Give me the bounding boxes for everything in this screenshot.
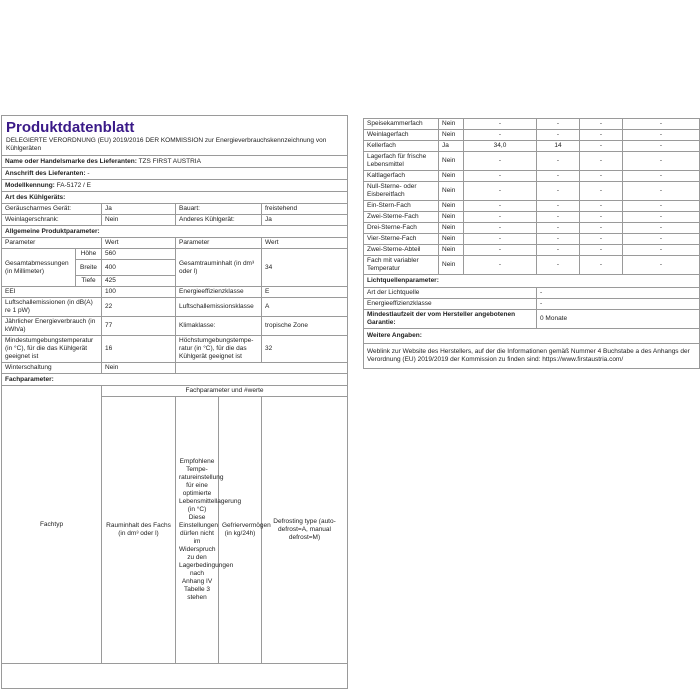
compartment-temp: - [537, 119, 580, 130]
compartment-defrost: - [623, 256, 700, 275]
compartment-temp: - [537, 171, 580, 182]
compartment-defrost: - [623, 245, 700, 256]
fach-heading: Fachparameter: [2, 374, 348, 386]
compartment-present: Nein [439, 152, 464, 171]
compartment-defrost: - [623, 234, 700, 245]
type-key-0b: Bauart: [176, 204, 262, 215]
supplier-row [2, 156, 348, 168]
param-row-0 [2, 287, 348, 298]
compartment-present: Nein [439, 256, 464, 275]
compartment-row [364, 201, 700, 212]
compartment-volume: - [464, 212, 537, 223]
compartment-name: Ein-Stern-Fach [364, 201, 439, 212]
compartment-row [364, 141, 700, 152]
fach-col-freeze: Gefriervermögen (in kg/24h) [219, 397, 262, 664]
param-w1-0: 100 [102, 287, 176, 298]
compartment-volume: - [464, 182, 537, 201]
compartment-volume: - [464, 171, 537, 182]
compartment-row [364, 182, 700, 201]
volume-label: Gesamtrauminhalt (in dm³ oder l) [176, 249, 262, 287]
compartment-name: Weinlagerfach [364, 130, 439, 141]
more-row [364, 344, 700, 369]
fach-heading-row [2, 374, 348, 386]
light-row-0 [364, 288, 700, 299]
type-key-0a: Geräuscharmes Gerät: [2, 204, 102, 215]
dims-value-2: 425 [102, 276, 176, 287]
winter-value: Nein [102, 363, 176, 374]
compartment-volume: - [464, 119, 537, 130]
model-value: FA-5172 / E [56, 181, 91, 189]
param-p1-0: EEI [2, 287, 102, 298]
type-row-1 [2, 215, 348, 226]
param-w1-2: 77 [102, 317, 176, 336]
compartment-freeze: - [580, 212, 623, 223]
type-val-0a: Ja [102, 204, 176, 215]
compartment-name: Zwei-Sterne-Fach [364, 212, 439, 223]
type-heading: Art des Kühlgeräts: [2, 192, 348, 204]
winter-label: Winterschaltung [2, 363, 102, 374]
supplier-label: Name oder Handelsmarke des Lieferanten: [5, 157, 137, 165]
compartment-temp: - [537, 201, 580, 212]
param-p2-3: Höchstumgebungstemperatur (in °C), für die das Kühlgerät geeignet ist [176, 336, 262, 363]
compartment-defrost: - [623, 119, 700, 130]
param-w1-1: 22 [102, 298, 176, 317]
right-sheet [363, 118, 699, 369]
dims-value-1: 400 [102, 260, 176, 276]
param-p1-2: Jährlicher Energieverbrauch (in kWh/a) [2, 317, 102, 336]
left-table [1, 155, 348, 386]
compartment-defrost: - [623, 141, 700, 152]
light-value-1: - [537, 299, 700, 310]
address-label: Anschrift des Lieferanten: [5, 169, 86, 177]
compartment-temp: - [537, 245, 580, 256]
param-row-3 [2, 336, 348, 363]
param-header-p1: Parameter [2, 238, 102, 249]
compartment-freeze: - [580, 182, 623, 201]
param-w2-0: E [262, 287, 348, 298]
compartment-present: Nein [439, 130, 464, 141]
compartment-temp: - [537, 223, 580, 234]
param-w1-3: 16 [102, 336, 176, 363]
param-header-p2: Parameter [176, 238, 262, 249]
winter-row [2, 363, 348, 374]
light-row-1 [364, 299, 700, 310]
more-heading-row [364, 329, 700, 344]
warranty-row [364, 310, 700, 329]
compartment-present: Nein [439, 223, 464, 234]
compartment-volume: - [464, 234, 537, 245]
light-table [363, 274, 700, 369]
compartment-name: Kellerfach [364, 141, 439, 152]
fach-col-temp: Empfohlene Temperatureinstellung für eine optimierte Lebensmittellagerung (in °C) Diese Einstellungen dürfen nicht im Widerspruch zu den Lagerbedingungen nach Anhang IV Tabelle 3 stehen [176, 397, 219, 664]
compartment-row [364, 245, 700, 256]
param-header-w2: Wert [262, 238, 348, 249]
compartment-present: Nein [439, 119, 464, 130]
compartment-name: Null-Sterne- oder Eisbereitfach [364, 182, 439, 201]
compartment-row [364, 212, 700, 223]
compartment-volume: 34,0 [464, 141, 537, 152]
fach-group-row [2, 386, 348, 397]
compartment-volume: - [464, 256, 537, 275]
param-p2-0: Energieeffizienzklasse [176, 287, 262, 298]
fach-col-fachtyp: Fachtyp [2, 386, 102, 664]
regulation-text: DELEGIERTE VERORDNUNG (EU) 2019/2016 DER KOMMISSION zur Energieverbrauchskennzeichnung von Kühlgeräten [6, 137, 327, 152]
light-label-0: Art der Lichtquelle [364, 288, 537, 299]
warranty-value: 0 Monate [537, 310, 700, 329]
compartment-present: Nein [439, 212, 464, 223]
supplier-value: TZS FIRST AUSTRIA [138, 157, 201, 165]
compartment-present: Ja [439, 141, 464, 152]
compartment-freeze: - [580, 223, 623, 234]
param-header-row [2, 238, 348, 249]
more-heading: Weitere Angaben: [364, 329, 700, 344]
dims-name-0: Höhe [76, 249, 102, 260]
compartment-temp: - [537, 212, 580, 223]
dims-value-0: 560 [102, 249, 176, 260]
volume-value: 34 [262, 249, 348, 287]
compartment-temp: - [537, 130, 580, 141]
compartment-freeze: - [580, 171, 623, 182]
dims-row-0 [2, 249, 348, 260]
compartment-freeze: - [580, 201, 623, 212]
compartment-present: Nein [439, 171, 464, 182]
model-label: Modellkennung: [5, 181, 55, 189]
compartment-defrost: - [623, 182, 700, 201]
page-title: Produktdatenblatt [6, 119, 135, 136]
type-val-0b: freistehend [262, 204, 348, 215]
compartment-present: Nein [439, 182, 464, 201]
param-p2-1: Luftschallemissionsklasse [176, 298, 262, 317]
compartment-temp: - [537, 182, 580, 201]
dims-label: Gesamtabmessungen (in Millimeter) [2, 249, 76, 287]
compartment-row [364, 171, 700, 182]
compartment-freeze: - [580, 141, 623, 152]
compartment-row [364, 234, 700, 245]
compartment-name: Fach mit variabler Temperatur [364, 256, 439, 275]
compartment-present: Nein [439, 234, 464, 245]
compartment-defrost: - [623, 171, 700, 182]
type-val-1a: Nein [102, 215, 176, 226]
general-heading: Allgemeine Produktparameter: [2, 226, 348, 238]
fach-group-label: Fachparameter und #werte [102, 386, 348, 397]
type-key-1b: Anderes Kühlgerät: [176, 215, 262, 226]
compartment-name: Kaltlagerfach [364, 171, 439, 182]
compartment-row [364, 152, 700, 171]
compartment-defrost: - [623, 212, 700, 223]
fach-table [1, 385, 348, 664]
compartment-present: Nein [439, 245, 464, 256]
compartment-row [364, 256, 700, 275]
compartment-name: Vier-Sterne-Fach [364, 234, 439, 245]
compartment-defrost: - [623, 152, 700, 171]
param-p1-1: Luftschallemissionen (in dB(A) re 1 pW) [2, 298, 102, 317]
compartment-volume: - [464, 130, 537, 141]
compartment-volume: - [464, 223, 537, 234]
compartment-defrost: - [623, 201, 700, 212]
compartment-volume: - [464, 245, 537, 256]
compartment-defrost: - [623, 130, 700, 141]
param-row-2 [2, 317, 348, 336]
type-heading-row [2, 192, 348, 204]
compartment-temp: 14 [537, 141, 580, 152]
type-row-0 [2, 204, 348, 215]
dims-name-2: Tiefe [76, 276, 102, 287]
light-value-0: - [537, 288, 700, 299]
fach-col-volume: Rauminhalt des Fachs (in dm³ oder l) [102, 397, 176, 664]
param-header-w1: Wert [102, 238, 176, 249]
light-heading-row [364, 275, 700, 288]
warranty-label: Mindestlaufzeit der vom Hersteller angebotenen Garantie: [364, 310, 537, 329]
compartment-temp: - [537, 234, 580, 245]
type-key-1a: Weinlagerschrank: [2, 215, 102, 226]
compartment-row [364, 223, 700, 234]
compartment-row [364, 130, 700, 141]
light-label-1: Energieeffizienzklasse [364, 299, 537, 310]
type-val-1b: Ja [262, 215, 348, 226]
compartment-freeze: - [580, 256, 623, 275]
param-w2-1: A [262, 298, 348, 317]
compartment-volume: - [464, 152, 537, 171]
compartment-temp: - [537, 152, 580, 171]
compartment-temp: - [537, 256, 580, 275]
compartment-body [364, 119, 700, 275]
compartment-volume: - [464, 201, 537, 212]
model-row [2, 180, 348, 192]
compartment-freeze: - [580, 234, 623, 245]
param-p1-3: Mindestumgebungstemperatur (in °C), für die das Kühlgerät geeignet ist [2, 336, 102, 363]
compartment-freeze: - [580, 130, 623, 141]
compartment-freeze: - [580, 245, 623, 256]
compartment-row [364, 119, 700, 130]
compartment-name: Drei-Sterne-Fach [364, 223, 439, 234]
more-text: Weblink zur Website des Herstellers, auf der die Informationen gemäß Nummer 4 Buchstabe a des Anhangs der Verordnung (EU) 2019/2019 der Kommission zu finden sind: https://www.firstaustria.com/ [364, 344, 700, 369]
left-sheet [1, 115, 348, 689]
compartment-name: Zwei-Sterne-Abteil [364, 245, 439, 256]
compartment-name: Speisekammerfach [364, 119, 439, 130]
compartment-name: Lagerfach für frische Lebensmittel [364, 152, 439, 171]
compartment-freeze: - [580, 152, 623, 171]
compartment-table [363, 118, 700, 275]
address-value: - [87, 169, 90, 177]
param-row-1 [2, 298, 348, 317]
dims-name-1: Breite [76, 260, 102, 276]
compartment-present: Nein [439, 201, 464, 212]
address-row [2, 168, 348, 180]
fach-col-defrost: Defrosting type (auto-defrost=A, manual defrost=M) [262, 397, 348, 664]
compartment-freeze: - [580, 119, 623, 130]
light-heading: Lichtquellenparameter: [364, 275, 700, 288]
general-heading-row [2, 226, 348, 238]
param-w2-3: 32 [262, 336, 348, 363]
compartment-defrost: - [623, 223, 700, 234]
param-w2-2: tropische Zone [262, 317, 348, 336]
param-p2-2: Klimaklasse: [176, 317, 262, 336]
